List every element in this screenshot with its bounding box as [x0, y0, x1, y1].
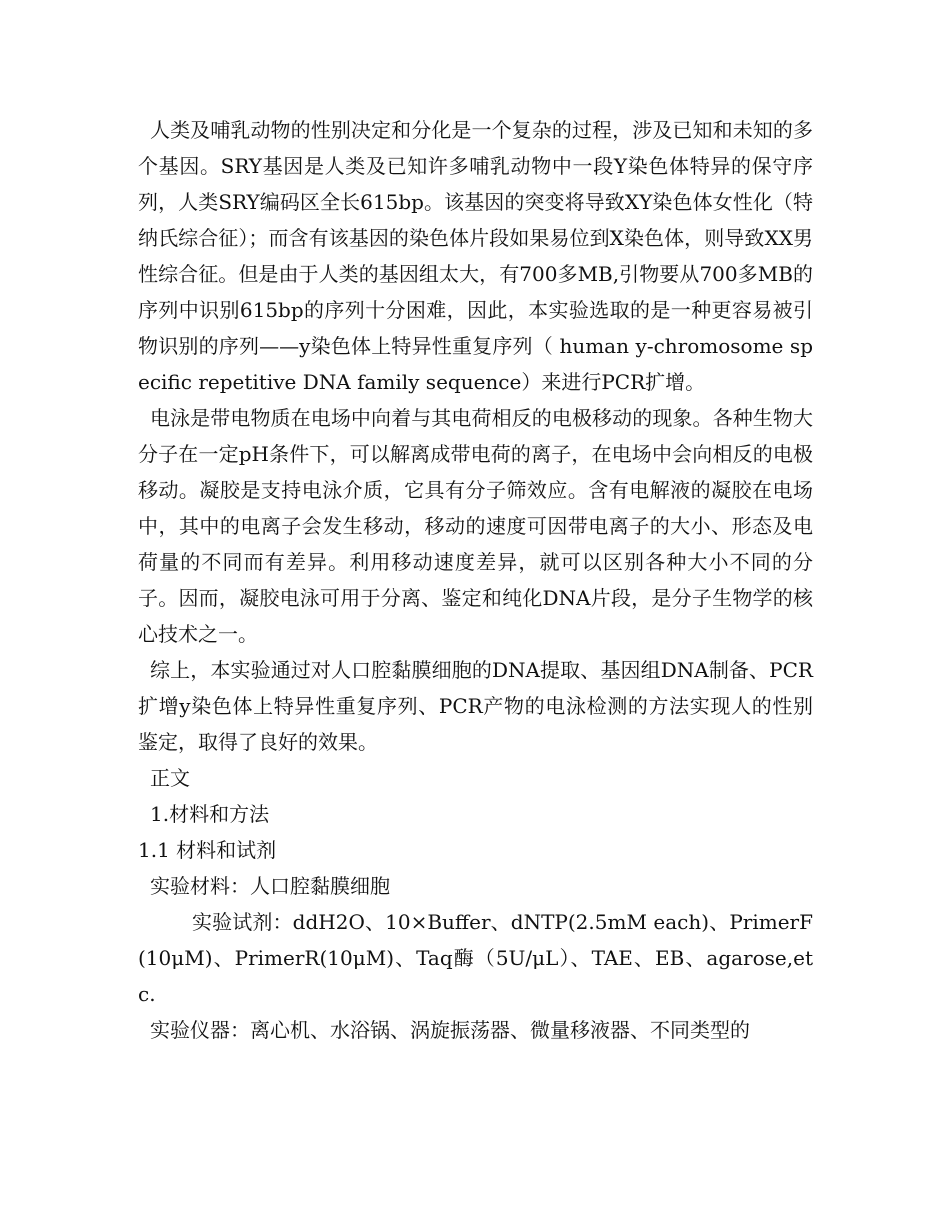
electrophoresis-paragraph: 电泳是带电物质在电场中向着与其电荷相反的电极移动的现象。各种生物大分子在一定pH条件下，可以解离成带电荷的离子，在电场中会向相反的电极移动。凝胶是支持电泳介质，它具有分子筛效应。含有电解液的凝胶在电场中，其中的电离子会发生移动，移动的速度可因带电离子的大小、形态及电荷量的不同而有差异。利用移动速度差异，就可以区别各种大小不同的分子。因而，凝胶电泳可用于分离、鉴定和纯化DNA片段，是分子生物学的核心技术之一。	[138, 406, 813, 646]
materials-samples: 实验材料：人口腔黏膜细胞	[150, 874, 390, 898]
materials-reagents: 实验试剂：ddH2O、10×Buffer、dNTP(2.5mM each)、PrimerF(10μM)、PrimerR(10μM)、Taq酶（5U/μL）、TAE、EB、agarose,etc.	[138, 910, 813, 1006]
subsection-heading-materials-reagents: 1.1 材料和试剂	[138, 838, 277, 862]
document-page	[138, 112, 813, 1048]
body-label: 正文	[150, 766, 190, 790]
section-heading-materials-methods: 1.材料和方法	[150, 802, 270, 826]
intro-paragraph: 人类及哺乳动物的性别决定和分化是一个复杂的过程，涉及已知和未知的多个基因。SRY基因是人类及已知许多哺乳动物中一段Y染色体特异的保守序列，人类SRY编码区全长615bp。该基因的突变将导致XY染色体女性化（特纳氏综合征）；而含有该基因的染色体片段如果易位到X染色体，则导致XX男性综合征。但是由于人类的基因组太大，有700多MB,引物要从700多MB的序列中识别615bp的序列十分困难，因此，本实验选取的是一种更容易被引物识别的序列——y染色体上特异性重复序列（ human y-chromosome specific repetitive DNA family sequence）来进行PCR扩增。	[138, 118, 813, 394]
materials-instruments: 实验仪器：离心机、水浴锅、涡旋振荡器、微量移液器、不同类型的	[150, 1018, 750, 1042]
summary-paragraph: 综上，本实验通过对人口腔黏膜细胞的DNA提取、基因组DNA制备、PCR扩增y染色体上特异性重复序列、PCR产物的电泳检测的方法实现人的性别鉴定，取得了良好的效果。	[138, 658, 813, 754]
